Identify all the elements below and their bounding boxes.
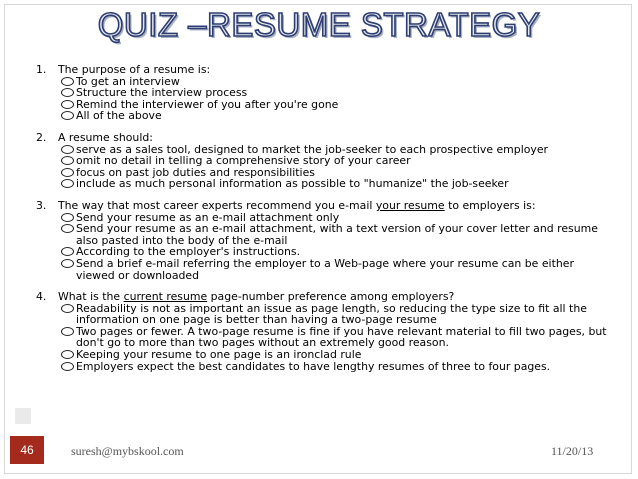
option-label: Structure the interview process xyxy=(76,86,248,100)
option-label: To get an interview xyxy=(76,74,180,88)
option-4d[interactable] xyxy=(58,361,611,373)
option-4b[interactable] xyxy=(58,326,611,349)
option-label: Two pages or fewer. A two-page resume is fine if you have relevant material to fill two pages, but don't go to more than two pages without an extremely good reason. xyxy=(76,324,607,350)
option-1d[interactable] xyxy=(58,110,611,122)
option-label: Employers expect the best candidates to have lengthy resumes of three to four pages. xyxy=(76,359,551,373)
option-label: Readability is not as important an issue as page length, so reducing the type size to fit all the information on one page is better than having a two-page resume xyxy=(76,301,587,327)
option-label: Send a brief e-mail referring the employer to a Web-page where your resume can be either viewed or downloaded xyxy=(76,256,574,282)
option-label: omit no detail in telling a comprehensive story of your career xyxy=(76,154,411,168)
option-label: All of the above xyxy=(76,109,162,123)
radio-icon[interactable] xyxy=(61,350,74,359)
question-2 xyxy=(36,132,611,190)
question-1 xyxy=(36,64,611,122)
page-number: 46 xyxy=(20,443,34,457)
page-title: QUIZ –RESUME STRATEGY xyxy=(97,6,541,43)
radio-icon[interactable] xyxy=(61,179,74,188)
question-number: 4. xyxy=(36,290,47,304)
question-3 xyxy=(36,200,611,281)
option-label: Send your resume as an e-mail attachment only xyxy=(76,210,340,224)
radio-icon[interactable] xyxy=(61,224,74,233)
radio-icon[interactable] xyxy=(61,304,74,313)
radio-icon[interactable] xyxy=(61,259,74,268)
option-2d[interactable] xyxy=(58,178,611,190)
question-number: 3. xyxy=(36,198,47,212)
option-label: include as much personal information as possible to "humanize" the job-seeker xyxy=(76,177,509,191)
stem-text: The way that most career experts recommend you e-mail xyxy=(58,198,376,212)
stem-text: page-number preference among employers? xyxy=(207,290,455,304)
radio-icon[interactable] xyxy=(61,156,74,165)
option-label: Remind the interviewer of you after you're gone xyxy=(76,97,339,111)
radio-icon[interactable] xyxy=(61,362,74,371)
question-number: 2. xyxy=(36,130,47,144)
question-4 xyxy=(36,291,611,372)
radio-icon[interactable] xyxy=(61,145,74,154)
footer-email: suresh@mybskool.com xyxy=(71,444,184,458)
option-3d[interactable] xyxy=(58,258,611,281)
stem-text: to employers is: xyxy=(444,198,536,212)
quiz-content xyxy=(36,64,611,372)
option-label: According to the employer's instructions. xyxy=(76,245,301,259)
option-label: Keeping your resume to one page is an ironclad rule xyxy=(76,348,362,362)
radio-icon[interactable] xyxy=(61,327,74,336)
radio-icon[interactable] xyxy=(61,168,74,177)
question-stem: A resume should: xyxy=(58,130,153,144)
footer-date: 11/20/13 xyxy=(551,444,594,458)
option-label: Send your resume as an e-mail attachment, with a text version of your cover letter and resume also pasted into the body of the e-mail xyxy=(76,222,598,247)
option-label: focus on past job duties and responsibilities xyxy=(76,165,315,179)
radio-icon[interactable] xyxy=(61,213,74,222)
option-3b[interactable] xyxy=(58,223,611,246)
decorative-block xyxy=(15,408,31,424)
stem-underlined-text: current resume xyxy=(123,290,208,304)
radio-icon[interactable] xyxy=(61,88,74,97)
stem-text: What is the xyxy=(58,290,124,304)
question-stem: The purpose of a resume is: xyxy=(58,63,211,76)
question-number: 1. xyxy=(36,63,47,76)
stem-underlined-text: your resume xyxy=(375,198,445,212)
radio-icon[interactable] xyxy=(61,111,74,120)
option-label: serve as a sales tool, designed to market the job-seeker to each prospective employer xyxy=(76,142,549,156)
radio-icon[interactable] xyxy=(61,77,74,86)
radio-icon[interactable] xyxy=(61,100,74,109)
radio-icon[interactable] xyxy=(61,247,74,256)
option-4a[interactable] xyxy=(58,303,611,326)
page-number-badge xyxy=(10,436,44,464)
